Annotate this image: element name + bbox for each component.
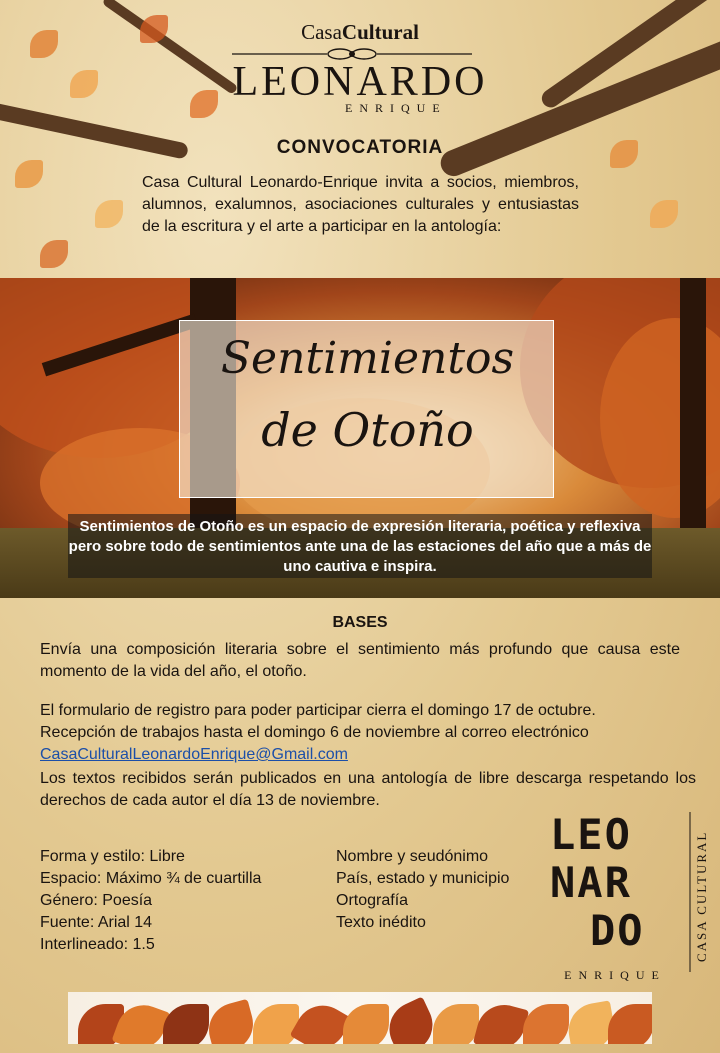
autumn-photo [0, 278, 720, 598]
bottom-leaves-strip [68, 992, 652, 1044]
requirement-item: Nombre y seudónimo [336, 848, 489, 865]
leaf-decoration [650, 200, 678, 228]
anthology-description-band [68, 514, 652, 578]
email-link[interactable]: CasaCulturalLeonardoEnrique@Gmail.com [40, 746, 348, 763]
bases-paragraph-3: Los textos recibidos serán publicados en una antología de libre descarga respetando los derechos de cada autor el día 13 de noviembre. [40, 770, 696, 809]
leaf-decoration [15, 160, 43, 188]
anthology-title-line2: de Otoño [261, 403, 474, 457]
convocatoria-heading: CONVOCATORIA [276, 137, 444, 158]
leaf-decoration [253, 1004, 299, 1044]
leaf-decoration [95, 200, 123, 228]
leaf-decoration [203, 999, 259, 1044]
requirement-item: Texto inédito [336, 914, 426, 931]
registration-deadline: El formulario de registro para poder participar cierra el domingo 17 de octubre. [40, 702, 596, 719]
requirement-item: País, estado y municipio [336, 870, 510, 887]
side-logo-row1: LEO [550, 810, 632, 859]
side-logo-vertical-text [680, 812, 714, 972]
tree-trunk-decoration [680, 278, 706, 538]
leaf-decoration [433, 1004, 479, 1044]
submission-deadline: Recepción de trabajos hasta el domingo 6 de noviembre al correo electrónico [40, 724, 589, 741]
requirement-item: Forma y estilo: Libre [40, 848, 185, 865]
brand-enrique: ENRIQUE [345, 101, 447, 115]
convocatoria-intro: Casa Cultural Leonardo-Enrique invita a socios, miembros, alumnos, exalumnos, asociaciones culturales y entusiastas de la escritura y el arte a participar en la antología: [142, 174, 579, 235]
requirements-left-list [40, 846, 261, 956]
side-logo-row3: DO [590, 906, 645, 955]
leaf-decoration [608, 1004, 652, 1044]
side-logo [550, 812, 715, 987]
side-logo-enrique: ENRIQUE [564, 968, 666, 982]
anthology-title-box [179, 320, 554, 498]
side-logo-casa-cultural: CASA CULTURAL [694, 830, 709, 962]
leaf-decoration [523, 1004, 569, 1044]
requirements-right-list [336, 846, 509, 934]
requirement-item: Ortografía [336, 892, 409, 909]
requirement-item: Espacio: Máximo ¾ de cuartilla [40, 870, 262, 887]
header-area [0, 0, 720, 278]
leaf-decoration [40, 240, 68, 268]
bases-paragraph-2 [40, 700, 688, 766]
leaf-decoration [473, 999, 529, 1044]
requirement-item: Género: Poesía [40, 892, 153, 909]
brand-leonardo: LEONARDO [232, 59, 488, 105]
side-logo-row2: NAR [550, 858, 632, 907]
requirement-item: Fuente: Arial 14 [40, 914, 153, 931]
anthology-description: Sentimientos de Otoño es un espacio de expresión literaria, poética y reflexiva pero sobre todo de sentimientos ante una de las estaciones del año que a más de uno cautiva e inspira. [68, 518, 652, 575]
bases-paragraph-1: Envía una composición literaria sobre el sentimiento más profundo que causa este momento de la vida del año, el otoño. [40, 641, 680, 680]
leaf-decoration [343, 1004, 389, 1044]
bases-heading: BASES [332, 614, 388, 631]
brand-casa-cultural: CasaCultural [301, 20, 419, 44]
anthology-title-line1: Sentimientos [220, 333, 515, 384]
leaf-decoration [163, 1004, 209, 1044]
requirement-item: Interlineado: 1.5 [40, 936, 155, 953]
